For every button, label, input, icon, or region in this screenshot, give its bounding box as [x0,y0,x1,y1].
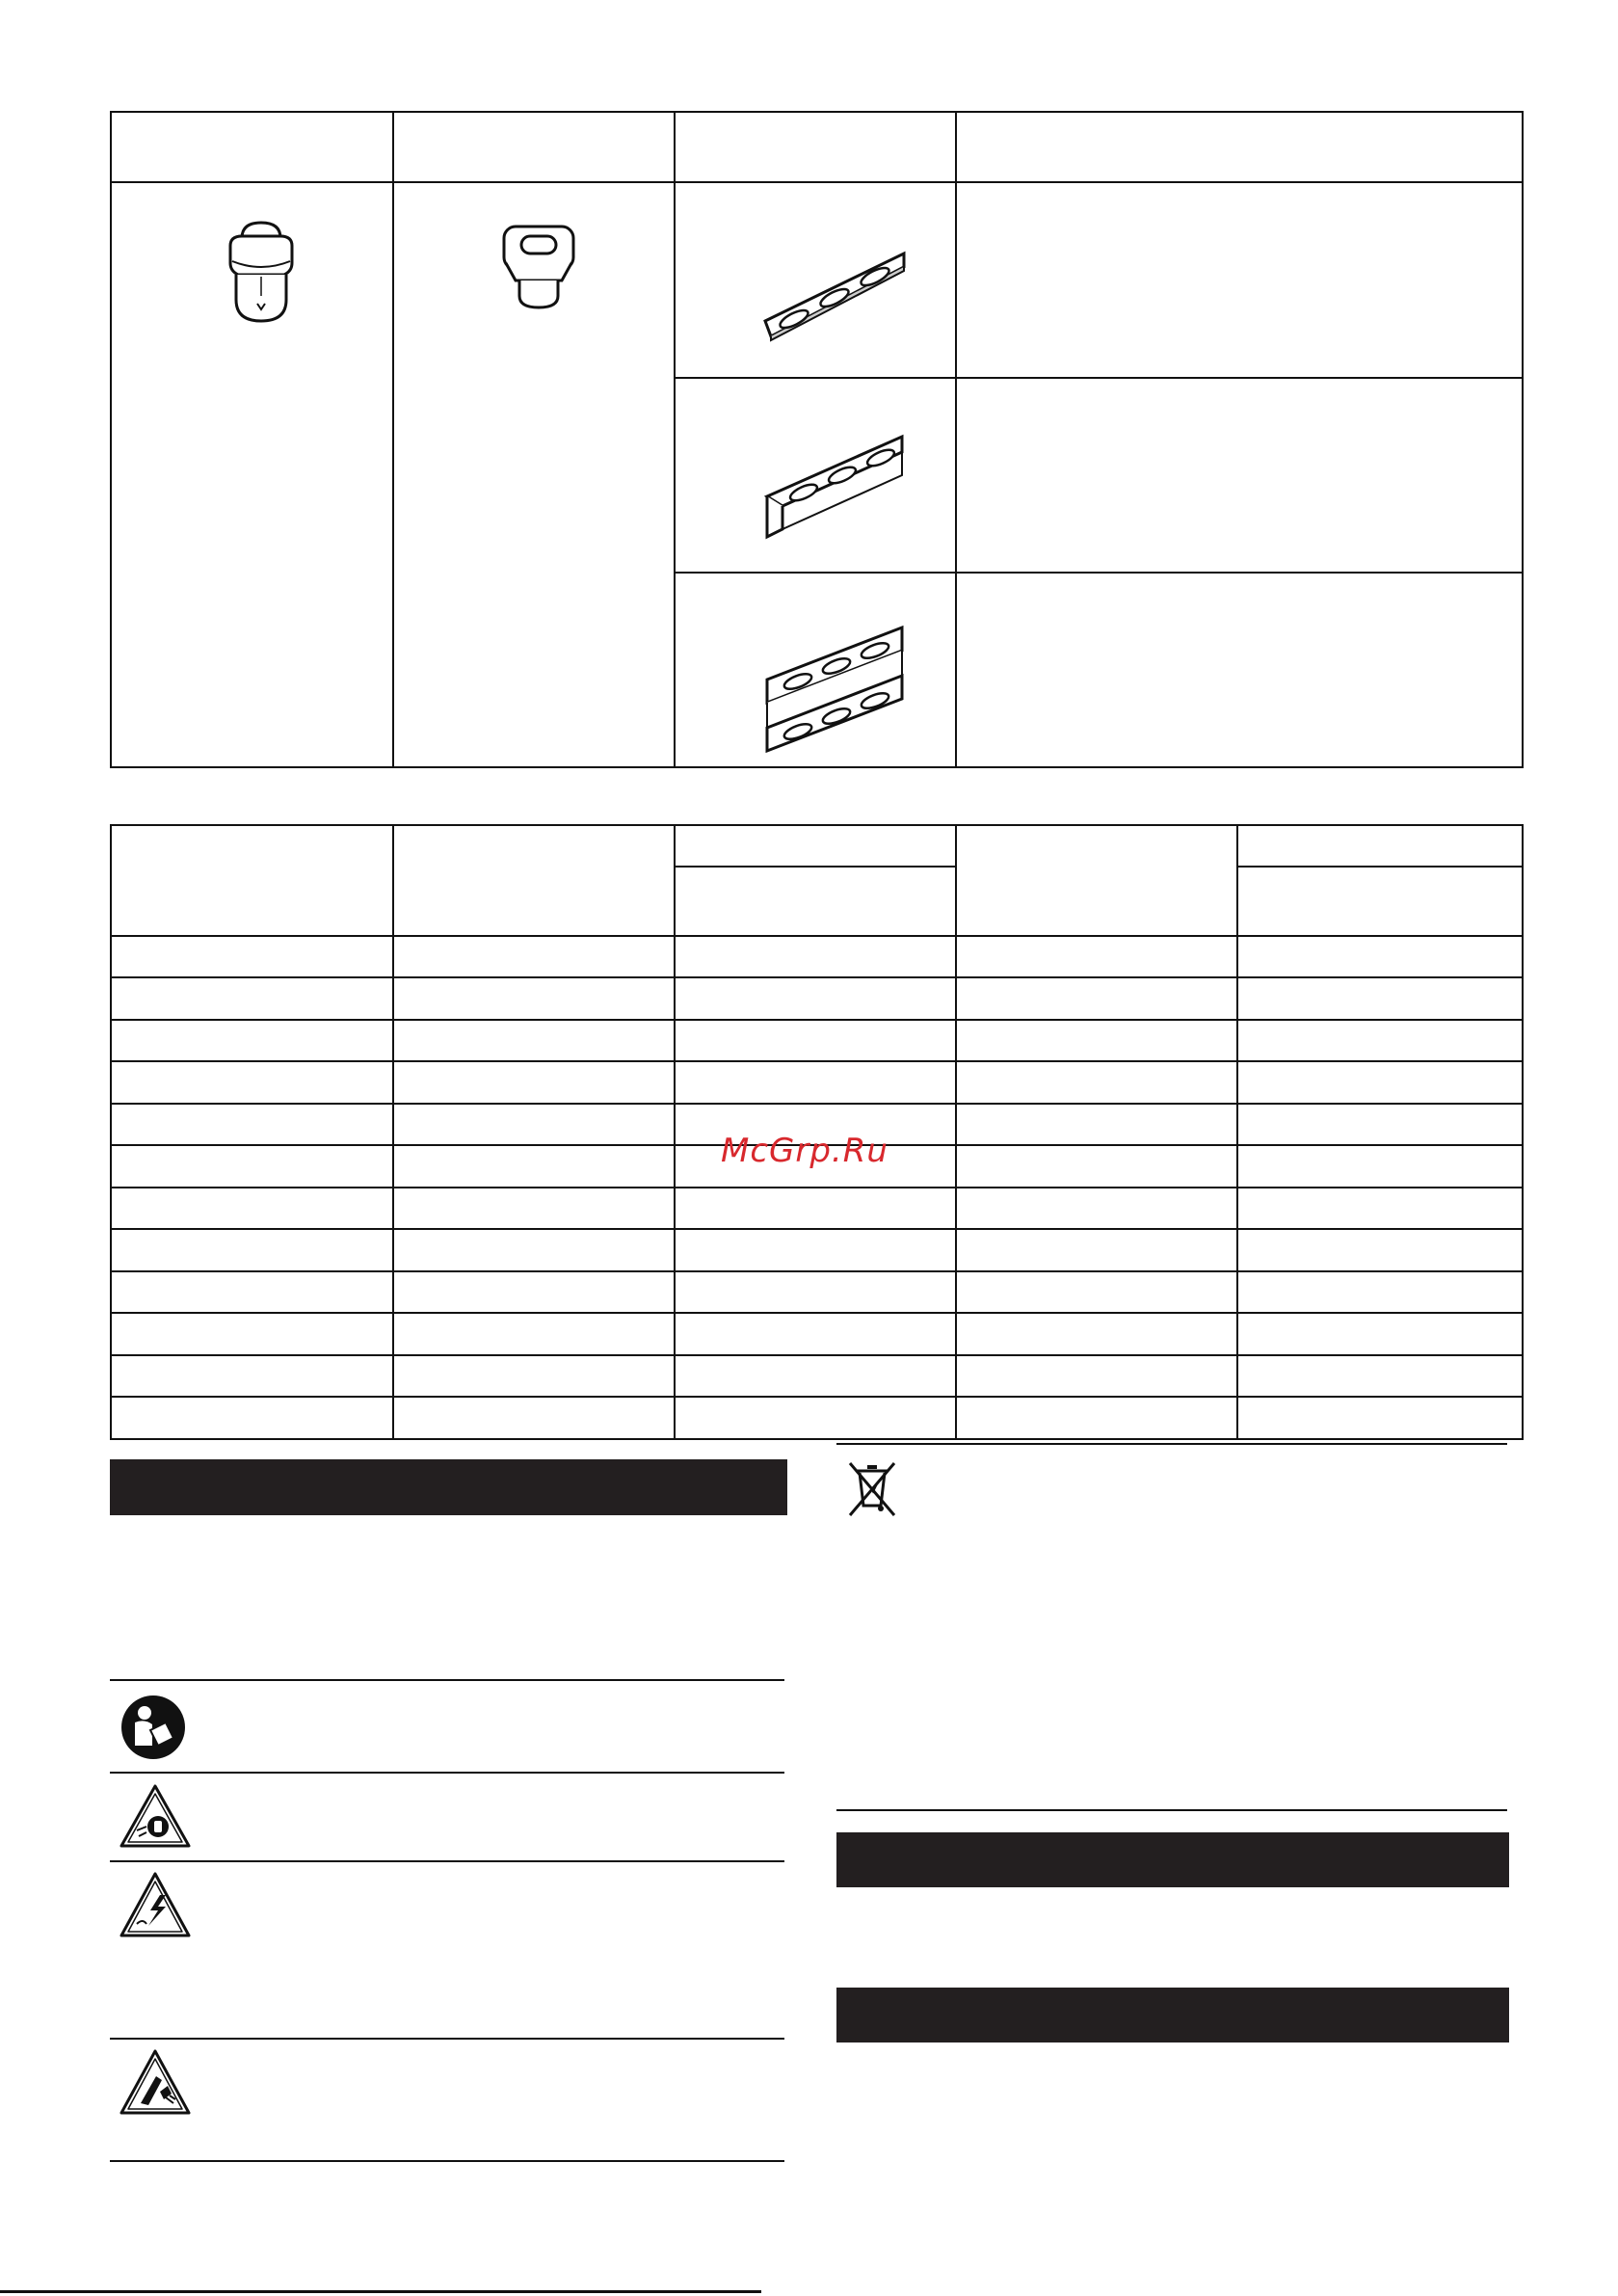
footer-rule [0,2290,761,2293]
table-row [111,182,1523,378]
rail-description [956,573,1523,767]
table-cell [956,977,1237,1020]
table-cell [393,1271,675,1313]
spec-header-cell [393,825,675,936]
table-cell [111,1397,393,1439]
table-cell [111,1061,393,1104]
table-cell [1237,1313,1523,1355]
rail-cell [675,182,956,378]
table-cell [675,1020,956,1061]
table-cell [111,977,393,1020]
table-row [111,1229,1523,1271]
spec-header-cell [675,825,956,867]
table-cell [111,1020,393,1061]
table-row [111,1313,1523,1355]
table-cell [393,1061,675,1104]
table-cell [956,1397,1237,1439]
divider [110,1860,784,1862]
divider [836,1809,1507,1811]
table-cell [111,1188,393,1229]
divider [110,1772,784,1774]
table-cell [111,1229,393,1271]
table-cell [393,1145,675,1188]
table-cell [956,1188,1237,1229]
table-cell [675,936,956,977]
table-cell [393,977,675,1020]
table-row [111,1397,1523,1439]
table-row [111,977,1523,1020]
table-cell [675,1355,956,1397]
spec-header-cell [675,867,956,936]
round-anvil-icon [203,207,319,333]
table-cell [1237,1355,1523,1397]
table-cell [393,1355,675,1397]
table-row [111,1061,1523,1104]
table-row [111,936,1523,977]
table-cell [1237,1145,1523,1188]
round-anvil-cell [111,182,393,767]
flat-slotted-strip-icon [757,244,921,360]
divider [836,1443,1507,1445]
table-cell [956,936,1237,977]
table-cell [956,1061,1237,1104]
table-cell [675,1397,956,1439]
angle-slotted-rail-icon [757,429,921,554]
table-row [111,1355,1523,1397]
table-cell [956,1104,1237,1145]
anvil-rail-table [110,111,1524,768]
eye-protection-warning-icon [118,1782,193,1850]
table-cell [393,1397,675,1439]
table-cell [675,1229,956,1271]
table-cell [1237,936,1523,977]
table-cell [675,977,956,1020]
table-cell [956,1145,1237,1188]
rail-cell [675,573,956,767]
table-cell [393,936,675,977]
table-cell [1237,1104,1523,1145]
table-cell [1237,1397,1523,1439]
table-cell [393,1229,675,1271]
section-header-band [836,1832,1509,1887]
table-cell [111,1355,393,1397]
table-cell [1237,1188,1523,1229]
crossed-out-wheeled-bin-icon [846,1459,898,1519]
table-cell [1237,977,1523,1020]
square-anvil-icon [481,207,597,333]
table-cell [956,1355,1237,1397]
table-cell [956,1271,1237,1313]
spec-header-cell [1237,825,1523,867]
spec-header-cell [956,825,1237,936]
watermark-text: McGrp.Ru [721,1132,889,1170]
table-cell [1237,1061,1523,1104]
table-cell [393,1188,675,1229]
rail-description [956,378,1523,573]
table-cell [111,936,393,977]
table-cell [675,1271,956,1313]
rail-cell [675,378,956,573]
header-cell [675,112,956,182]
table-cell [1237,1229,1523,1271]
table-row [111,1188,1523,1229]
table-cell [393,1020,675,1061]
table-cell [675,1188,956,1229]
table-cell [1237,1020,1523,1061]
spec-header-row [111,825,1523,867]
table-cell [956,1020,1237,1061]
divider [110,1679,784,1681]
table-cell [111,1104,393,1145]
divider [110,2160,784,2162]
read-manual-icon [119,1694,187,1761]
spec-header-cell [111,825,393,936]
table-cell [393,1313,675,1355]
table-cell [675,1061,956,1104]
square-anvil-cell [393,182,675,767]
table-cell [956,1313,1237,1355]
table-cell [111,1145,393,1188]
rail-description [956,182,1523,378]
table-cell [393,1104,675,1145]
table-cell [111,1271,393,1313]
table-cell [1237,1271,1523,1313]
header-cell [111,112,393,182]
table-cell [956,1229,1237,1271]
divider [110,2038,784,2040]
section-header-band [836,1988,1509,2042]
electric-shock-warning-icon [118,1870,193,1939]
header-cell [956,112,1523,182]
table-cell [111,1313,393,1355]
header-cell [393,112,675,182]
spec-header-cell [1237,867,1523,936]
table-row [111,1271,1523,1313]
table-cell [675,1313,956,1355]
cutting-hazard-warning-icon [118,2047,193,2117]
channel-slotted-rail-icon [757,622,921,757]
section-header-band [110,1459,787,1515]
table-header-row [111,112,1523,182]
table-row [111,1020,1523,1061]
